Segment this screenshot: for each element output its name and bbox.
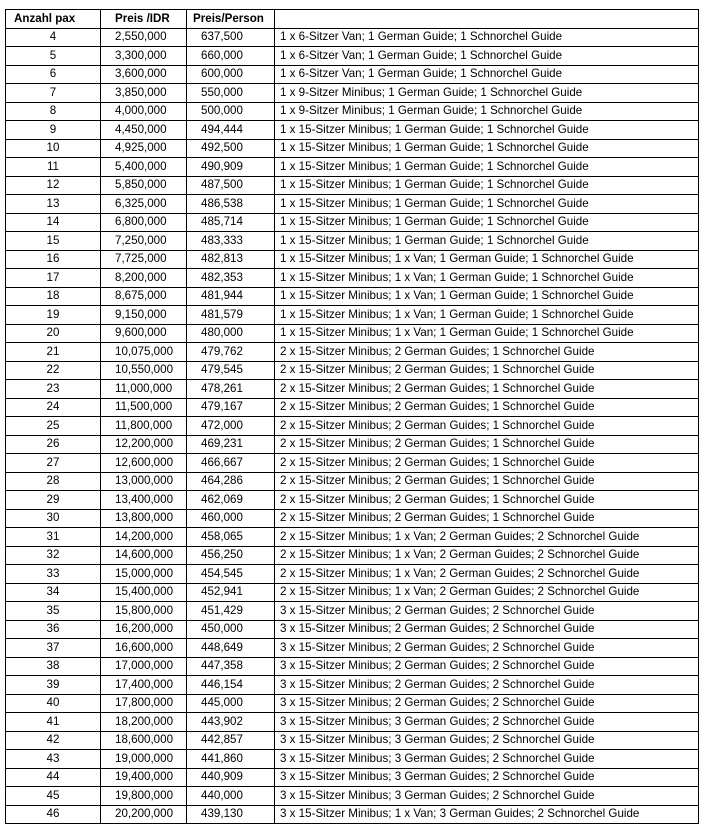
cell-pax: 14: [6, 213, 101, 232]
table-body: [6, 28, 699, 824]
cell-pax: 13: [6, 195, 101, 214]
cell-description: 3 x 15-Sitzer Minibus; 2 German Guides; 2 Schnorchel Guide: [275, 639, 699, 658]
cell-description: 2 x 15-Sitzer Minibus; 2 German Guides; 1 Schnorchel Guide: [275, 435, 699, 454]
cell-pax: 17: [6, 269, 101, 288]
cell-price-idr: 4,450,000: [101, 121, 187, 140]
cell-price-idr: 10,550,000: [101, 361, 187, 380]
cell-price-idr: 12,200,000: [101, 435, 187, 454]
cell-description: 3 x 15-Sitzer Minibus; 2 German Guides; 2 Schnorchel Guide: [275, 620, 699, 639]
cell-pax: 40: [6, 694, 101, 713]
cell-pax: 36: [6, 620, 101, 639]
table-row: [6, 47, 699, 66]
cell-price-idr: 7,725,000: [101, 250, 187, 269]
cell-price-per-person: 450,000: [187, 620, 275, 639]
cell-price-per-person: 442,857: [187, 731, 275, 750]
cell-price-per-person: 472,000: [187, 417, 275, 436]
cell-pax: 25: [6, 417, 101, 436]
table-row: [6, 750, 699, 769]
table-row: [6, 65, 699, 84]
cell-price-idr: 3,850,000: [101, 84, 187, 103]
cell-price-idr: 12,600,000: [101, 454, 187, 473]
cell-price-per-person: 466,667: [187, 454, 275, 473]
cell-price-idr: 17,400,000: [101, 676, 187, 695]
table-row: [6, 583, 699, 602]
cell-price-per-person: 494,444: [187, 121, 275, 140]
cell-price-idr: 6,800,000: [101, 213, 187, 232]
cell-price-idr: 15,000,000: [101, 565, 187, 584]
cell-pax: 11: [6, 158, 101, 177]
cell-pax: 46: [6, 805, 101, 824]
price-table-sheet: [5, 9, 699, 824]
header-row: [6, 10, 699, 29]
cell-price-per-person: 637,500: [187, 28, 275, 47]
table-row: [6, 694, 699, 713]
cell-price-idr: 16,200,000: [101, 620, 187, 639]
price-table: [5, 9, 699, 824]
cell-pax: 21: [6, 343, 101, 362]
cell-price-idr: 15,800,000: [101, 602, 187, 621]
cell-price-idr: 5,850,000: [101, 176, 187, 195]
cell-description: 1 x 15-Sitzer Minibus; 1 German Guide; 1 Schnorchel Guide: [275, 213, 699, 232]
cell-description: 3 x 15-Sitzer Minibus; 3 German Guides; 2 Schnorchel Guide: [275, 750, 699, 769]
cell-description: 1 x 15-Sitzer Minibus; 1 x Van; 1 German Guide; 1 Schnorchel Guide: [275, 324, 699, 343]
table-row: [6, 287, 699, 306]
cell-description: 1 x 6-Sitzer Van; 1 German Guide; 1 Schnorchel Guide: [275, 65, 699, 84]
cell-price-idr: 11,000,000: [101, 380, 187, 399]
cell-pax: 24: [6, 398, 101, 417]
table-row: [6, 417, 699, 436]
table-row: [6, 84, 699, 103]
cell-price-idr: 4,925,000: [101, 139, 187, 158]
table-row: [6, 269, 699, 288]
cell-price-idr: 9,600,000: [101, 324, 187, 343]
table-row: [6, 139, 699, 158]
table-row: [6, 657, 699, 676]
table-row: [6, 195, 699, 214]
cell-price-per-person: 482,353: [187, 269, 275, 288]
cell-description: 2 x 15-Sitzer Minibus; 2 German Guides; 1 Schnorchel Guide: [275, 398, 699, 417]
cell-price-per-person: 456,250: [187, 546, 275, 565]
cell-pax: 19: [6, 306, 101, 325]
table-row: [6, 602, 699, 621]
cell-price-idr: 9,150,000: [101, 306, 187, 325]
table-row: [6, 232, 699, 251]
table-row: [6, 472, 699, 491]
table-row: [6, 787, 699, 806]
cell-price-per-person: 490,909: [187, 158, 275, 177]
cell-price-idr: 2,550,000: [101, 28, 187, 47]
table-row: [6, 176, 699, 195]
table-row: [6, 768, 699, 787]
cell-price-per-person: 448,649: [187, 639, 275, 658]
cell-description: 1 x 15-Sitzer Minibus; 1 x Van; 1 German Guide; 1 Schnorchel Guide: [275, 287, 699, 306]
cell-price-idr: 4,000,000: [101, 102, 187, 121]
cell-price-per-person: 486,538: [187, 195, 275, 214]
cell-description: 1 x 9-Sitzer Minibus; 1 German Guide; 1 Schnorchel Guide: [275, 102, 699, 121]
cell-price-per-person: 452,941: [187, 583, 275, 602]
cell-price-idr: 3,600,000: [101, 65, 187, 84]
cell-price-per-person: 440,909: [187, 768, 275, 787]
cell-price-idr: 18,200,000: [101, 713, 187, 732]
cell-pax: 30: [6, 509, 101, 528]
cell-description: 2 x 15-Sitzer Minibus; 1 x Van; 2 German Guides; 2 Schnorchel Guide: [275, 528, 699, 547]
cell-pax: 18: [6, 287, 101, 306]
cell-description: 1 x 15-Sitzer Minibus; 1 German Guide; 1 Schnorchel Guide: [275, 121, 699, 140]
cell-pax: 28: [6, 472, 101, 491]
cell-price-idr: 3,300,000: [101, 47, 187, 66]
cell-price-per-person: 454,545: [187, 565, 275, 584]
cell-pax: 9: [6, 121, 101, 140]
cell-price-per-person: 445,000: [187, 694, 275, 713]
cell-price-per-person: 500,000: [187, 102, 275, 121]
cell-price-idr: 14,600,000: [101, 546, 187, 565]
cell-price-idr: 8,675,000: [101, 287, 187, 306]
cell-description: 1 x 15-Sitzer Minibus; 1 German Guide; 1 Schnorchel Guide: [275, 176, 699, 195]
cell-pax: 22: [6, 361, 101, 380]
cell-price-idr: 10,075,000: [101, 343, 187, 362]
cell-description: 3 x 15-Sitzer Minibus; 3 German Guides; 2 Schnorchel Guide: [275, 731, 699, 750]
table-row: [6, 454, 699, 473]
cell-price-per-person: 480,000: [187, 324, 275, 343]
cell-price-idr: 19,800,000: [101, 787, 187, 806]
cell-pax: 7: [6, 84, 101, 103]
cell-description: 1 x 15-Sitzer Minibus; 1 x Van; 1 German Guide; 1 Schnorchel Guide: [275, 269, 699, 288]
cell-pax: 32: [6, 546, 101, 565]
table-row: [6, 361, 699, 380]
table-row: [6, 306, 699, 325]
cell-description: 2 x 15-Sitzer Minibus; 2 German Guides; 1 Schnorchel Guide: [275, 380, 699, 399]
table-row: [6, 620, 699, 639]
cell-description: 1 x 15-Sitzer Minibus; 1 German Guide; 1 Schnorchel Guide: [275, 158, 699, 177]
cell-price-idr: 14,200,000: [101, 528, 187, 547]
cell-price-per-person: 479,545: [187, 361, 275, 380]
cell-price-per-person: 481,579: [187, 306, 275, 325]
cell-pax: 5: [6, 47, 101, 66]
cell-pax: 34: [6, 583, 101, 602]
cell-pax: 33: [6, 565, 101, 584]
cell-description: 2 x 15-Sitzer Minibus; 1 x Van; 2 German Guides; 2 Schnorchel Guide: [275, 546, 699, 565]
cell-pax: 16: [6, 250, 101, 269]
table-row: [6, 380, 699, 399]
cell-pax: 44: [6, 768, 101, 787]
cell-price-per-person: 482,813: [187, 250, 275, 269]
cell-pax: 38: [6, 657, 101, 676]
cell-description: 3 x 15-Sitzer Minibus; 3 German Guides; 2 Schnorchel Guide: [275, 768, 699, 787]
cell-description: 3 x 15-Sitzer Minibus; 2 German Guides; 2 Schnorchel Guide: [275, 694, 699, 713]
table-row: [6, 158, 699, 177]
table-row: [6, 713, 699, 732]
cell-price-per-person: 464,286: [187, 472, 275, 491]
cell-price-idr: 15,400,000: [101, 583, 187, 602]
table-row: [6, 639, 699, 658]
cell-pax: 29: [6, 491, 101, 510]
table-row: [6, 343, 699, 362]
table-row: [6, 491, 699, 510]
cell-pax: 31: [6, 528, 101, 547]
table-row: [6, 398, 699, 417]
cell-price-idr: 16,600,000: [101, 639, 187, 658]
cell-description: 2 x 15-Sitzer Minibus; 1 x Van; 2 German Guides; 2 Schnorchel Guide: [275, 565, 699, 584]
cell-description: 3 x 15-Sitzer Minibus; 1 x Van; 3 German Guides; 2 Schnorchel Guide: [275, 805, 699, 824]
table-row: [6, 213, 699, 232]
cell-price-idr: 5,400,000: [101, 158, 187, 177]
header-pax: Anzahl pax: [6, 10, 101, 29]
cell-price-idr: 13,000,000: [101, 472, 187, 491]
table-row: [6, 121, 699, 140]
cell-price-idr: 8,200,000: [101, 269, 187, 288]
table-row: [6, 102, 699, 121]
cell-price-per-person: 447,358: [187, 657, 275, 676]
cell-price-per-person: 481,944: [187, 287, 275, 306]
cell-description: 2 x 15-Sitzer Minibus; 2 German Guides; 1 Schnorchel Guide: [275, 509, 699, 528]
cell-description: 2 x 15-Sitzer Minibus; 2 German Guides; 1 Schnorchel Guide: [275, 472, 699, 491]
cell-price-idr: 13,400,000: [101, 491, 187, 510]
table-row: [6, 565, 699, 584]
cell-description: 2 x 15-Sitzer Minibus; 2 German Guides; 1 Schnorchel Guide: [275, 491, 699, 510]
cell-description: 2 x 15-Sitzer Minibus; 2 German Guides; 1 Schnorchel Guide: [275, 361, 699, 380]
cell-price-idr: 11,800,000: [101, 417, 187, 436]
cell-price-per-person: 550,000: [187, 84, 275, 103]
cell-description: 3 x 15-Sitzer Minibus; 2 German Guides; 2 Schnorchel Guide: [275, 657, 699, 676]
cell-pax: 20: [6, 324, 101, 343]
cell-price-per-person: 492,500: [187, 139, 275, 158]
cell-price-per-person: 440,000: [187, 787, 275, 806]
cell-description: 1 x 15-Sitzer Minibus; 1 German Guide; 1 Schnorchel Guide: [275, 195, 699, 214]
cell-price-per-person: 487,500: [187, 176, 275, 195]
cell-price-per-person: 478,261: [187, 380, 275, 399]
cell-price-idr: 17,000,000: [101, 657, 187, 676]
cell-price-idr: 19,400,000: [101, 768, 187, 787]
cell-price-per-person: 462,069: [187, 491, 275, 510]
header-price-idr: Preis /IDR: [101, 10, 187, 29]
cell-pax: 39: [6, 676, 101, 695]
cell-pax: 37: [6, 639, 101, 658]
cell-price-per-person: 600,000: [187, 65, 275, 84]
cell-description: 1 x 15-Sitzer Minibus; 1 x Van; 1 German Guide; 1 Schnorchel Guide: [275, 306, 699, 325]
cell-description: 1 x 6-Sitzer Van; 1 German Guide; 1 Schnorchel Guide: [275, 28, 699, 47]
table-row: [6, 805, 699, 824]
cell-description: 3 x 15-Sitzer Minibus; 3 German Guides; 2 Schnorchel Guide: [275, 713, 699, 732]
table-row: [6, 28, 699, 47]
cell-price-idr: 20,200,000: [101, 805, 187, 824]
table-row: [6, 546, 699, 565]
cell-pax: 15: [6, 232, 101, 251]
cell-price-per-person: 469,231: [187, 435, 275, 454]
cell-description: 2 x 15-Sitzer Minibus; 2 German Guides; 1 Schnorchel Guide: [275, 417, 699, 436]
cell-price-per-person: 443,902: [187, 713, 275, 732]
cell-description: 1 x 6-Sitzer Van; 1 German Guide; 1 Schnorchel Guide: [275, 47, 699, 66]
cell-price-per-person: 483,333: [187, 232, 275, 251]
table-row: [6, 731, 699, 750]
table-row: [6, 509, 699, 528]
cell-price-per-person: 451,429: [187, 602, 275, 621]
cell-pax: 8: [6, 102, 101, 121]
cell-description: 3 x 15-Sitzer Minibus; 2 German Guides; 2 Schnorchel Guide: [275, 676, 699, 695]
cell-pax: 45: [6, 787, 101, 806]
cell-price-idr: 7,250,000: [101, 232, 187, 251]
table-row: [6, 250, 699, 269]
cell-pax: 35: [6, 602, 101, 621]
cell-pax: 4: [6, 28, 101, 47]
cell-pax: 27: [6, 454, 101, 473]
cell-pax: 12: [6, 176, 101, 195]
cell-pax: 41: [6, 713, 101, 732]
table-row: [6, 676, 699, 695]
cell-price-per-person: 479,167: [187, 398, 275, 417]
cell-pax: 23: [6, 380, 101, 399]
cell-description: 2 x 15-Sitzer Minibus; 2 German Guides; 1 Schnorchel Guide: [275, 343, 699, 362]
cell-price-per-person: 446,154: [187, 676, 275, 695]
table-row: [6, 324, 699, 343]
cell-pax: 6: [6, 65, 101, 84]
cell-price-per-person: 439,130: [187, 805, 275, 824]
cell-pax: 26: [6, 435, 101, 454]
cell-pax: 42: [6, 731, 101, 750]
cell-description: 1 x 15-Sitzer Minibus; 1 x Van; 1 German Guide; 1 Schnorchel Guide: [275, 250, 699, 269]
header-price-per-person: Preis/Person: [187, 10, 275, 29]
cell-price-idr: 18,600,000: [101, 731, 187, 750]
cell-price-per-person: 441,860: [187, 750, 275, 769]
cell-price-per-person: 460,000: [187, 509, 275, 528]
cell-pax: 10: [6, 139, 101, 158]
cell-description: 3 x 15-Sitzer Minibus; 3 German Guides; 2 Schnorchel Guide: [275, 787, 699, 806]
cell-price-idr: 19,000,000: [101, 750, 187, 769]
cell-pax: 43: [6, 750, 101, 769]
cell-price-per-person: 479,762: [187, 343, 275, 362]
cell-price-idr: 13,800,000: [101, 509, 187, 528]
cell-description: 1 x 15-Sitzer Minibus; 1 German Guide; 1 Schnorchel Guide: [275, 139, 699, 158]
cell-price-idr: 6,325,000: [101, 195, 187, 214]
cell-description: 1 x 15-Sitzer Minibus; 1 German Guide; 1 Schnorchel Guide: [275, 232, 699, 251]
cell-description: 2 x 15-Sitzer Minibus; 2 German Guides; 1 Schnorchel Guide: [275, 454, 699, 473]
cell-price-per-person: 485,714: [187, 213, 275, 232]
cell-description: 1 x 9-Sitzer Minibus; 1 German Guide; 1 Schnorchel Guide: [275, 84, 699, 103]
table-row: [6, 528, 699, 547]
cell-price-per-person: 458,065: [187, 528, 275, 547]
cell-price-per-person: 660,000: [187, 47, 275, 66]
table-row: [6, 435, 699, 454]
cell-description: 3 x 15-Sitzer Minibus; 2 German Guides; 2 Schnorchel Guide: [275, 602, 699, 621]
header-description: [275, 10, 699, 29]
cell-price-idr: 11,500,000: [101, 398, 187, 417]
cell-price-idr: 17,800,000: [101, 694, 187, 713]
cell-description: 2 x 15-Sitzer Minibus; 1 x Van; 2 German Guides; 2 Schnorchel Guide: [275, 583, 699, 602]
